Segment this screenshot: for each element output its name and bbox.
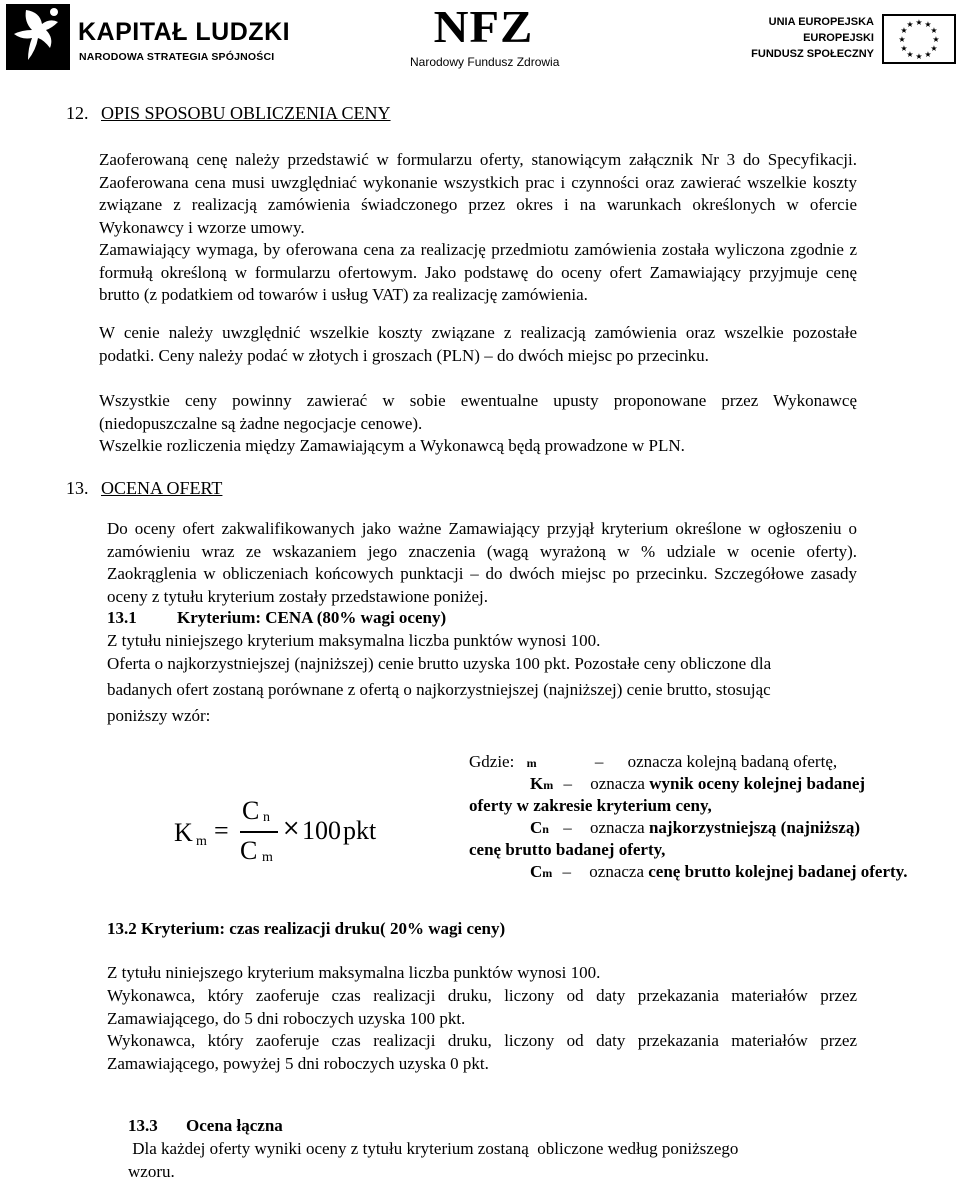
section-title: OCENA OFERT [101, 478, 223, 498]
criterion-title: Kryterium: CENA (80% wagi oceny) [177, 608, 447, 627]
svg-text:★: ★ [930, 26, 938, 35]
section-number: 13. [66, 478, 89, 498]
nfz-wordmark: NFZ [433, 1, 534, 52]
formula-equals: = [214, 816, 229, 845]
formula-value: 100 [302, 816, 341, 845]
def-km-continued: oferty w zakresie kryterium ceny, [469, 796, 712, 815]
criterion-1-line-1: Z tytułu niniejszego kryterium maksymalna liczba punktów wynosi 100. [107, 631, 601, 650]
svg-text:★: ★ [930, 44, 938, 53]
svg-text:★: ★ [900, 44, 908, 53]
section-13-heading [66, 478, 222, 499]
fraction-bar [240, 831, 278, 833]
eu-line2: EUROPEJSKI [803, 32, 874, 44]
svg-text:★: ★ [900, 26, 908, 35]
criterion-title: Ocena łączna [186, 1116, 283, 1135]
criterion-1-line-2: Oferta o najkorzystniejszej (najniższej) cenie brutto uzyska 100 pkt. Pozostałe ceny obliczone dla [107, 654, 772, 673]
eu-flag-icon [882, 14, 956, 64]
kapital-ludzki-logo [6, 4, 291, 72]
criterion-3-line-1: Dla każdej oferty wyniki oceny z tytułu kryterium zostaną obliczone według poniższego [128, 1139, 739, 1158]
criterion-2-heading: 13.2 Kryterium: czas realizacji druku( 20% wagi ceny) [107, 919, 506, 938]
formula-denominator-sub: m [262, 850, 273, 865]
criterion-1-line-4: poniższy wzór: [107, 706, 211, 725]
kl-subtitle: NARODOWA STRATEGIA SPÓJNOŚCI [79, 51, 275, 63]
def-cn-continued: cenę brutto badanej oferty, [469, 840, 666, 859]
svg-text:★: ★ [924, 20, 932, 29]
formula-denominator: C [240, 836, 258, 865]
section-12-heading [66, 103, 391, 124]
formula-k-sub: m [196, 834, 207, 849]
svg-text:★: ★ [924, 50, 932, 59]
s13-paragraph-1: Do oceny ofert zakwalifikowanych jako ważne Zamawiający przyjął kryterium określone w ogłoszeniu o zamówieniu wraz ze wskazaniem jego znaczenia (wagą wyrażoną w % udziale w ocenie oferty). Zaokrąglenia w obliczeniach końcowych punktacji – do dwóch miejsc po przecinku. Szczegółowe zasady oceny z tytułu kryterium zostały przedstawione poniżej. [107, 519, 857, 606]
eu-line1: UNIA EUROPEJSKA [768, 16, 874, 28]
criterion-2-paragraph-2: Wykonawca, który zaoferuje czas realizacji druku, liczony od daty przekazania materiałów przez Zamawiającego, do 5 dni roboczych uzyska 100 pkt. [107, 986, 857, 1028]
def-cm: Cm – oznacza cenę brutto kolejnej badanej oferty. [530, 862, 908, 881]
svg-text:★: ★ [906, 50, 914, 59]
criterion-3-line-2: wzoru. [128, 1162, 175, 1181]
s12-paragraph-4: Wszystkie ceny powinny zawierać w sobie ewentualne upusty proponowane przez Wykonawcę (niedopuszczalne są żadne negocjacje cenowe). [99, 391, 857, 433]
svg-text:★: ★ [915, 52, 923, 61]
svg-text:★: ★ [915, 18, 923, 27]
formula-numerator: C [242, 796, 260, 825]
eu-line3: FUNDUSZ SPOŁECZNY [751, 48, 874, 60]
formula-times: × [282, 816, 301, 841]
formula-unit: pkt [343, 816, 377, 845]
formula-k: K [174, 818, 193, 847]
criterion-3-heading [128, 1116, 283, 1136]
s12-paragraph-1: Zaoferowaną cenę należy przedstawić w formularzu oferty, stanowiącym załącznik Nr 3 do Specyfikacji. Zaoferowana cena musi uwzględniać wykonanie wszystkich prac i czynności oraz zawierać wszelkie koszty związane z realizacją zamówienia świadczonego przez okres i na warunkach określonych w ofercie Wykonawcy i wzorze umowy. [99, 150, 857, 237]
nfz-logo [406, 1, 560, 72]
nfz-subtitle: Narodowy Fundusz Zdrowia [410, 55, 560, 69]
criterion-1-heading [107, 608, 446, 628]
section-number: 12. [66, 103, 89, 123]
svg-text:★: ★ [906, 20, 914, 29]
s12-paragraph-2: Zamawiający wymaga, by oferowana cena za realizację przedmiotu zamówienia została wyliczona zgodnie z formułą określoną w formularzu ofertowym. Jako podstawę do oceny ofert Zamawiający przyjmuje cenę brutto (z podatkiem od towarów i usług VAT) za realizację zamówienia. [99, 240, 857, 304]
eu-logo [751, 10, 956, 70]
criterion-number: 13.3 [128, 1116, 158, 1135]
svg-text:★: ★ [932, 35, 940, 44]
criterion-1-line-3: badanych ofert zostaną porównane z ofertą o najkorzystniejszej (najniższej) cenie brutto, stosując [107, 680, 771, 699]
kapital-ludzki-emblem-icon [6, 4, 70, 70]
s12-paragraph-3: W cenie należy uwzględnić wszelkie koszty związane z realizacją zamówienia oraz wszelkie pozostałe podatki. Ceny należy podać w złotych i groszach (PLN) – do dwóch miejsc po przecinku. [99, 323, 857, 365]
criterion-number: 13.1 [107, 608, 137, 627]
kl-title: KAPITAŁ LUDZKI [78, 18, 291, 46]
def-cn: Cn – oznacza najkorzystniejszą (najniższą) [530, 818, 861, 837]
svg-text:★: ★ [898, 35, 906, 44]
def-km: Km – oznacza wynik oceny kolejnej badanej [530, 774, 866, 793]
criterion-2-line-1: Z tytułu niniejszego kryterium maksymalna liczba punktów wynosi 100. [107, 963, 601, 982]
def-m: Gdzie: m – oznacza kolejną badaną ofertę, [469, 752, 838, 771]
s12-paragraph-5: Wszelkie rozliczenia między Zamawiającym a Wykonawcą będą prowadzone w PLN. [99, 436, 685, 455]
price-formula [172, 796, 382, 876]
section-title: OPIS SPOSOBU OBLICZENIA CENY [101, 103, 391, 123]
formula-numerator-sub: n [263, 810, 270, 825]
criterion-2-paragraph-3: Wykonawca, który zaoferuje czas realizacji druku, liczony od daty przekazania materiałów przez Zamawiającego, powyżej 5 dni roboczych uzyska 0 pkt. [107, 1031, 857, 1073]
